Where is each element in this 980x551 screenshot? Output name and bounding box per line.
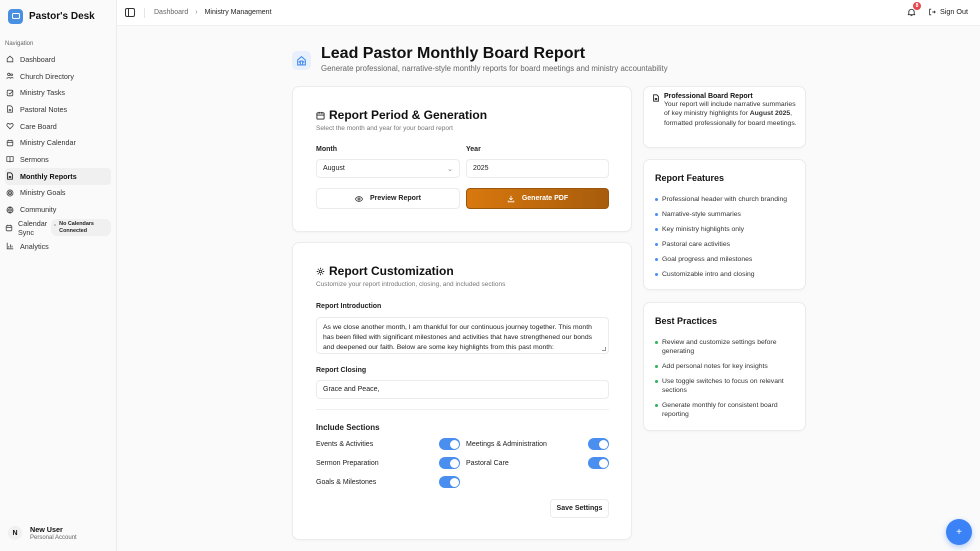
closing-label: Report Closing	[316, 367, 367, 374]
user-name: New User	[30, 525, 63, 534]
globe-icon	[5, 205, 15, 215]
section-toggle-events[interactable]	[316, 438, 460, 450]
laptop-icon	[8, 9, 23, 24]
sidebar-item-label: Monthly Reports	[20, 171, 77, 181]
info-text	[664, 100, 802, 128]
list-item: Add personal notes for key insights	[655, 362, 795, 371]
closing-value: Grace and Peace,	[323, 386, 380, 393]
card-title: Report Features	[655, 173, 725, 183]
plus-icon: +	[956, 526, 962, 538]
calendar-icon	[5, 138, 15, 148]
sidebar-item-church-directory[interactable]	[5, 68, 111, 85]
toggle-label: Meetings & Administration	[466, 440, 547, 448]
breadcrumb-dashboard[interactable]: Dashboard	[154, 9, 189, 16]
toggle-switch[interactable]	[439, 476, 460, 488]
sign-out-button[interactable]	[928, 7, 968, 16]
intro-label: Report Introduction	[316, 303, 382, 310]
list-item: Goal progress and milestones	[655, 255, 787, 264]
toggle-label: Goals & Milestones	[316, 478, 377, 486]
year-input[interactable]	[466, 159, 609, 178]
sidebar	[0, 0, 117, 551]
file-text-icon	[652, 94, 660, 104]
report-period-bold: August 2025	[749, 110, 791, 118]
chevron-down-icon: ⌄	[447, 165, 453, 173]
report-features-card	[643, 159, 806, 290]
report-period-card	[292, 86, 632, 232]
save-label: Save Settings	[556, 505, 603, 512]
sign-out-label: Sign Out	[940, 7, 968, 16]
notification-badge: 8	[913, 2, 921, 10]
sidebar-item-sermons[interactable]	[5, 151, 111, 168]
year-label: Year	[466, 146, 481, 153]
page-subtitle: Generate professional, narrative-style monthly reports for board meetings and ministry accountability	[321, 64, 668, 73]
card-subtitle: Select the month and year for your board report	[316, 125, 453, 132]
download-icon	[507, 195, 515, 203]
list-item: Pastoral care activities	[655, 240, 787, 249]
avatar: N	[8, 526, 22, 540]
chart-icon	[5, 241, 15, 251]
calendar-icon	[316, 111, 325, 120]
generate-label: Generate PDF	[521, 195, 569, 202]
list-item: Customizable intro and closing	[655, 270, 787, 279]
topbar	[117, 0, 980, 26]
list-item: Use toggle switches to focus on relevant sections	[655, 377, 795, 395]
chevron-right-icon: ›	[195, 9, 198, 16]
sidebar-item-analytics[interactable]	[5, 238, 111, 255]
toggle-switch[interactable]	[588, 438, 609, 450]
breadcrumb-current: Ministry Management	[204, 9, 272, 16]
sign-out-icon	[928, 8, 936, 16]
app-name: Pastor's Desk	[29, 10, 95, 22]
book-icon	[5, 154, 15, 164]
sidebar-item-label: Church Directory	[20, 71, 74, 81]
toggle-label: Sermon Preparation	[316, 459, 379, 467]
sidebar-item-ministry-calendar[interactable]	[5, 134, 111, 151]
notifications-button[interactable]	[907, 3, 919, 17]
card-title: Best Practices	[655, 316, 718, 326]
file-icon	[5, 104, 15, 114]
list-item: Professional header with church branding	[655, 195, 787, 204]
report-icon	[5, 171, 15, 181]
closing-input[interactable]	[316, 380, 609, 399]
board-report-info-card	[643, 86, 806, 148]
preview-label: Preview Report	[370, 195, 421, 202]
month-label: Month	[316, 146, 337, 153]
section-toggle-meetings[interactable]	[466, 438, 609, 450]
intro-textarea[interactable]	[316, 317, 609, 354]
target-icon	[5, 188, 15, 198]
include-sections-label: Include Sections	[316, 423, 380, 432]
info-text-part: Your report will include narrative summaries of key ministry highlights for	[664, 101, 796, 118]
month-select[interactable]	[316, 159, 460, 178]
sidebar-item-dashboard[interactable]	[5, 51, 111, 68]
sidebar-item-label: Community	[20, 205, 57, 215]
breadcrumb	[154, 9, 272, 16]
sidebar-item-community[interactable]	[5, 201, 111, 218]
list-item: Key ministry highlights only	[655, 225, 787, 234]
report-customization-card	[292, 242, 632, 540]
sidebar-item-ministry-goals[interactable]	[5, 185, 111, 202]
sidebar-item-calendar-sync[interactable]	[5, 218, 111, 238]
info-text-part: , formatted professionally for board meetings.	[664, 110, 797, 127]
sidebar-item-ministry-tasks[interactable]	[5, 84, 111, 101]
home-icon	[5, 54, 15, 64]
sidebar-item-label: Ministry Goals	[20, 188, 66, 198]
generate-pdf-button[interactable]	[466, 188, 609, 209]
users-icon	[5, 71, 15, 81]
card-title	[316, 108, 487, 122]
info-title: Professional Board Report	[664, 93, 753, 100]
heart-icon	[5, 121, 15, 131]
sidebar-item-label: Care Board	[20, 121, 57, 131]
calendar-sync-icon	[5, 223, 13, 233]
save-settings-button[interactable]	[550, 499, 609, 518]
intro-value: As we close another month, I am thankful for our continuous journey together. This month has been filled with significant milestones and activities that have strengthened our bonds and deepened our faith. Below are some key highlights from this past month:	[323, 324, 593, 351]
sidebar-item-label: Sermons	[20, 154, 49, 164]
toggle-label: Events & Activities	[316, 440, 374, 448]
list-item: Review and customize settings before generating	[655, 338, 795, 356]
church-icon	[292, 51, 311, 70]
sidebar-item-label: Calendar Sync	[18, 218, 48, 237]
eye-icon	[355, 195, 363, 203]
gear-icon	[316, 267, 325, 276]
section-toggle-sermon[interactable]	[316, 457, 460, 469]
sync-status-badge: No Calendars Connected	[51, 219, 111, 236]
sidebar-item-label: Pastoral Notes	[20, 104, 68, 114]
page-title: Lead Pastor Monthly Board Report	[321, 45, 586, 62]
card-title	[316, 264, 505, 278]
sidebar-item-label: Dashboard	[20, 54, 56, 64]
toggle-label: Pastoral Care	[466, 459, 509, 467]
features-list	[655, 195, 787, 279]
check-square-icon	[5, 88, 15, 98]
toggle-switch[interactable]	[439, 438, 460, 450]
sidebar-item-label: Ministry Tasks	[20, 88, 65, 98]
user-profile[interactable]	[0, 515, 117, 551]
list-item: Generate monthly for consistent board reporting	[655, 401, 795, 419]
sidebar-item-monthly-reports[interactable]	[5, 168, 111, 185]
sidebar-item-label: Analytics	[20, 241, 49, 251]
add-button[interactable]	[946, 519, 972, 545]
practices-list	[655, 338, 795, 419]
section-toggle-goals[interactable]	[316, 476, 460, 488]
sidebar-item-care-board[interactable]	[5, 118, 111, 135]
card-title-text: Report Period & Generation	[329, 108, 488, 122]
divider	[144, 8, 145, 18]
preview-report-button[interactable]	[316, 188, 460, 209]
nav-section-label: Navigation	[5, 41, 34, 47]
sidebar-toggle-icon[interactable]	[125, 8, 135, 17]
page-header	[292, 44, 668, 73]
card-title-text: Report Customization	[329, 264, 454, 278]
month-value: August	[323, 165, 345, 172]
resize-handle[interactable]	[602, 347, 606, 351]
brand[interactable]	[0, 0, 116, 32]
best-practices-card	[643, 302, 806, 431]
user-account-type: Personal Account	[30, 535, 77, 541]
year-value: 2025	[473, 165, 489, 172]
toggle-switch[interactable]	[439, 457, 460, 469]
card-subtitle: Customize your report introduction, closing, and included sections	[316, 281, 506, 288]
sidebar-item-pastoral-notes[interactable]	[5, 101, 111, 118]
section-toggle-pastoral-care[interactable]	[466, 457, 609, 469]
divider	[316, 409, 609, 410]
sidebar-item-label: Ministry Calendar	[20, 138, 76, 148]
list-item: Narrative-style summaries	[655, 210, 787, 219]
toggle-switch[interactable]	[588, 457, 609, 469]
